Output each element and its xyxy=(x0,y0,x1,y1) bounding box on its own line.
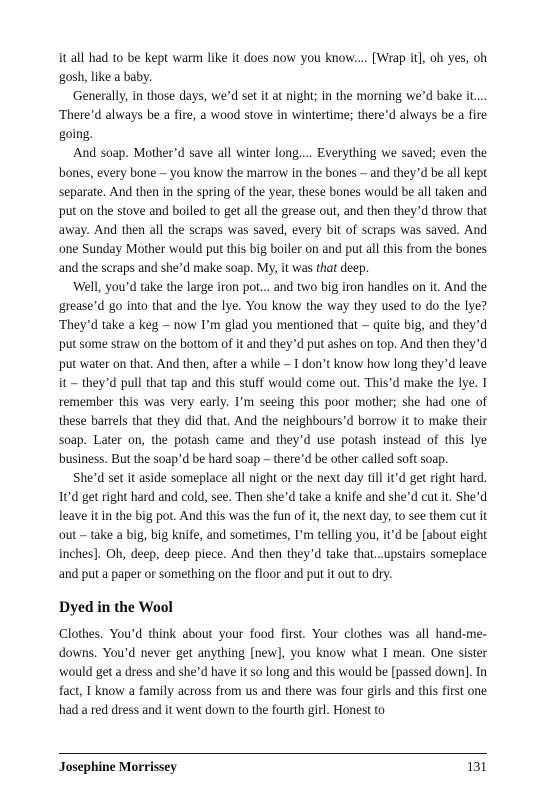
footer-page-number: 131 xyxy=(466,759,487,774)
paragraph-3-part-1: And soap. Mother’d save all winter long.... Everything we saved; even the bones, every bone – you know the marrow in the bones – and they’d be all kept separate. And then in the spring of the year, these bones would be all taken and put on the stove and boiled to get all the grease out, and then they’d throw that away. And then all the scraps was saved, every bit of scraps was saved. And one Sunday Mother would put this big boiler on and put all this from the bones and the scraps and she’d make soap. My, it was xyxy=(59,145,487,276)
paragraph-5: She’d set it aside someplace all night or the next day till it’d get right hard. It’d get right hard and cold, see. Then she’d take a knife and she’d cut it. She’d leave it in the big pot. And this was the fun of it, the next day, to see them cut it out – take a big, big knife, and sometimes, I’m telling you, it’d be [about eight inches]. Oh, deep, deep piece. And then they’d take that...upstairs someplace and put a paper or something on the floor and put it out to dry. xyxy=(59,470,487,581)
section-paragraph-1: Clothes. You’d think about your food first. Your clothes was all hand-me-downs. You’d never get anything [new], you know what I mean. One sister would get a dress and she’d have it so long and this would be [passed down]. In fact, I know a family across from us and there was four girls and this first one had a red dress and it went down to the fourth girl. Honest to xyxy=(59,625,487,717)
paragraph-3 xyxy=(59,143,487,277)
paragraph-2: Generally, in those days, we’d set it at night; in the morning we’d bake it.... There’d always be a fire, a wood stove in wintertime; there’d always be a fire going. xyxy=(59,88,487,142)
body-text xyxy=(59,48,487,719)
paragraph-4: Well, you’d take the large iron pot... and two big iron handles on it. And the grease’d go into that and the lye. You know the way they used to do the lye? They’d take a keg – now I’m glad you mentioned that – quite big, and they’d put some straw on the bottom of it and they’d put ashes on top. And then they’d put water on that. And then, after a while – I don’t know how long they’d leave it – they’d pull that tap and this stuff would come out. This’d make the lye. I remember this was very early. I’m seeing this poor mother; she had one of these barrels that they did that. And the neighbours’d borrow it to make their soap. Later on, the potash came and they’d use potash instead of this lye business. But the soap’d be hard soap – there’d be other called soft soap. xyxy=(59,279,487,466)
paragraph-1: it all had to be kept warm like it does now you know.... [Wrap it], oh yes, oh gosh, like a baby. xyxy=(59,50,487,85)
footer-divider xyxy=(59,753,487,754)
section-heading: Dyed in the Wool xyxy=(59,598,173,616)
paragraph-3-emphasis: that xyxy=(316,260,338,276)
paragraph-3-part-2: deep. xyxy=(337,260,370,276)
footer-author-name: Josephine Morrissey xyxy=(59,759,177,774)
